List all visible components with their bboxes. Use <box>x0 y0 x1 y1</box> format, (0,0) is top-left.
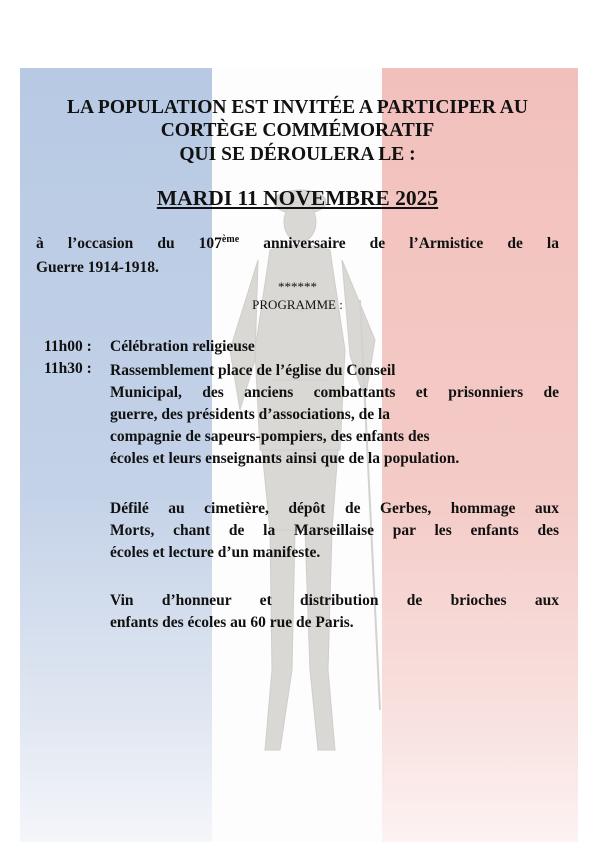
paragraph-vin-line: Vin d’honneur et distribution de brioches aux <box>110 592 559 609</box>
paragraph-defile-line: Défilé au cimetière, dépôt de Gerbes, hommage aux <box>110 500 559 517</box>
intro-suffix: anniversaire de l’Armistice de la <box>239 235 559 252</box>
intro-line-1 <box>36 232 559 256</box>
paragraph-defile-line: écoles et lecture d’un manifeste. <box>110 544 321 561</box>
headline-line-2: CORTÈGE COMMÉMORATIF <box>160 120 435 141</box>
headline-line-3: QUI SE DÉROULERA LE : <box>179 144 416 165</box>
schedule-item-1: Célébration religieuse <box>110 338 255 355</box>
schedule-item-2-line: Rassemblement place de l’église du Conseil <box>110 362 396 379</box>
schedule-item-2-line: Municipal, des anciens combattants et prisonniers de <box>110 384 559 401</box>
schedule-time-1: 11h00 : <box>44 338 96 355</box>
schedule-item-2-line: guerre, des présidents d’associations, de la <box>110 406 391 423</box>
schedule-time-2: 11h30 : <box>44 360 96 377</box>
schedule-item-2-line: compagnie de sapeurs-pompiers, des enfants des <box>110 428 430 445</box>
schedule-item-2-line: écoles et leurs enseignants ainsi que de la population. <box>110 450 460 467</box>
headline-line-1: LA POPULATION EST INVITÉE A PARTICIPER AU <box>67 97 528 118</box>
intro-prefix: à l’occasion du 107 <box>36 235 222 252</box>
event-date: MARDI 11 NOVEMBRE 2025 <box>156 186 439 210</box>
intro-line-2: Guerre 1914-1918. <box>36 259 159 276</box>
paragraph-defile-line: Morts, chant de la Marseillaise par les enfants des <box>110 522 559 539</box>
separator-stars: ****** <box>278 279 317 294</box>
paragraph-vin-line: enfants des écoles au 60 rue de Paris. <box>110 614 354 631</box>
programme-title: PROGRAMME : <box>252 297 343 312</box>
intro-superscript: ème <box>221 234 240 245</box>
